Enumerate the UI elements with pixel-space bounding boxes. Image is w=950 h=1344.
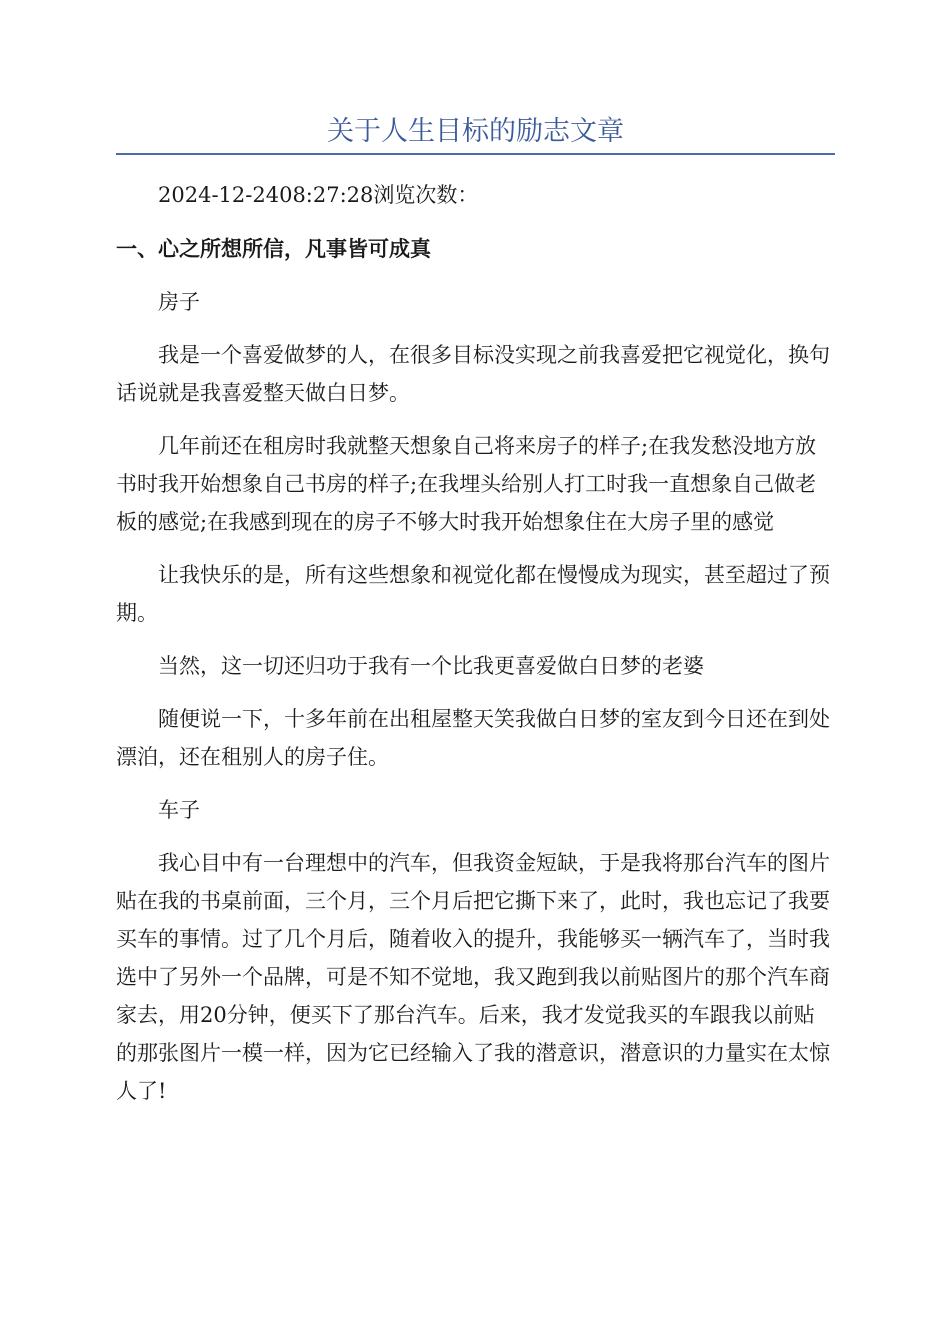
paragraph: 让我快乐的是，所有这些想象和视觉化都在慢慢成为现实，甚至超过了预期。 — [116, 563, 830, 625]
article-body — [116, 176, 835, 1125]
paragraph: 我是一个喜爱做梦的人，在很多目标没实现之前我喜爱把它视觉化，换句话说就是我喜爱整天做白日梦。 — [116, 343, 830, 405]
paragraph: 随便说一下，十多年前在出租屋整天笑我做白日梦的室友到今日还在到处漂泊，还在租别人的房子住。 — [116, 707, 830, 769]
paragraph-subheading-house: 房子 — [158, 290, 200, 314]
article-meta: 2024-12-2408:27:28浏览次数： — [158, 183, 479, 207]
paragraph: 当然，这一切还归功于我有一个比我更喜爱做白日梦的老婆 — [158, 654, 704, 678]
paragraph: 我心目中有一台理想中的汽车，但我资金短缺，于是我将那台汽车的图片贴在我的书桌前面，三个月，三个月后把它撕下来了，此时，我也忘记了我要买车的事情。过了几个月后，随着收入的提升，我能够买一辆汽车了，当时我选中了另外一个品牌，可是不知不觉地，我又跑到我以前贴图片的那个汽车商家去，用20分钟，便买下了那台汽车。后来，我才发觉我买的车跟我以前贴的那张图片一模一样，因为它已经输入了我的潜意识，潜意识的力量实在太惊人了! — [116, 851, 830, 1103]
paragraph: 几年前还在租房时我就整天想象自己将来房子的样子;在我发愁没地方放书时我开始想象自己书房的样子;在我埋头给别人打工时我一直想象自己做老板的感觉;在我感到现在的房子不够大时我开始想象住在大房子里的感觉 — [116, 434, 817, 534]
title-divider — [116, 153, 835, 155]
paragraph-subheading-car: 车子 — [158, 798, 200, 822]
page-title: 关于人生目标的励志文章 — [327, 116, 624, 147]
section-heading: 一、心之所想所信，凡事皆可成真 — [116, 237, 431, 261]
